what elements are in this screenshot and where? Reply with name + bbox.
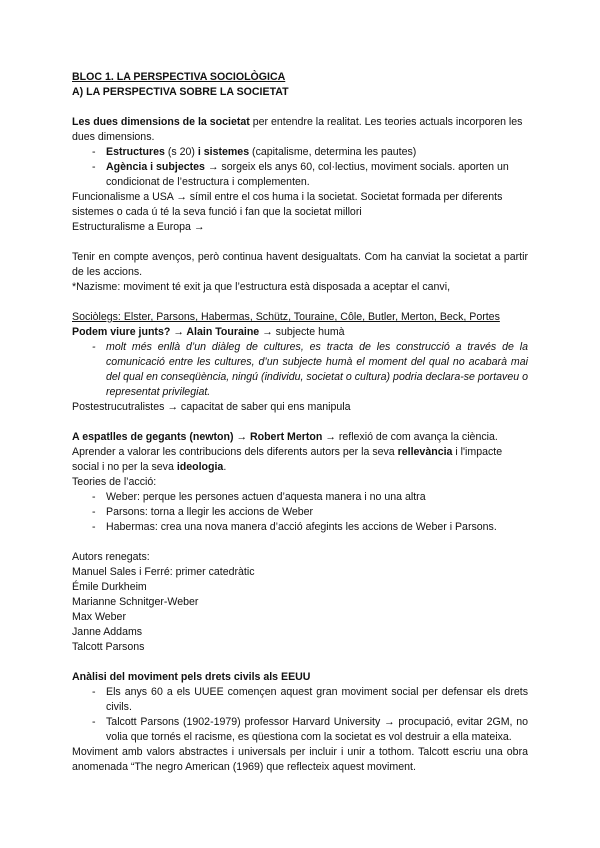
list-item: - Els anys 60 a els UUEE començen aquest gran moviment social per defensar els drets civils. bbox=[92, 685, 528, 715]
item-mid: (s 20) bbox=[164, 146, 198, 158]
list-item: - Weber: perque les persones actuen d’aquesta manera i no una altra bbox=[92, 490, 528, 505]
dimensions-lead-rest: per entendre la realitat. Les teories actuals incorporen les dues dimensions. bbox=[72, 116, 523, 143]
merton-bold1: rellevància bbox=[397, 446, 453, 458]
merton-bold: A espatlles de gegants (newton) → Robert Merton bbox=[72, 431, 323, 443]
sociolegs-line: Sociòlegs: Elster, Parsons, Habermas, Schütz, Touraine, Côle, Butler, Merton, Beck, Portes bbox=[72, 311, 500, 323]
list-item bbox=[92, 145, 528, 160]
dimensions-lead: Les dues dimensions de la societat bbox=[72, 116, 250, 128]
autor-name: Max Weber bbox=[72, 611, 126, 623]
item-rest: sorgeix els anys 60, col·lectius, moviment socials. aporten un condicionat de l’estructura i complementen. bbox=[106, 161, 509, 188]
estructuralisme-text: Estructuralisme a Europa → bbox=[72, 221, 205, 233]
merton-text-a: Aprender a valorar les contribucions dels diferents autors per la seva bbox=[72, 446, 398, 458]
postestructuralistes-text: Postestrucutralistes → capacitat de saber qui ens manipula bbox=[72, 401, 351, 413]
drets-list bbox=[72, 685, 528, 745]
item-bold: Estructures bbox=[106, 146, 165, 158]
touraine-quote: - molt més enllà d’un diàleg de cultures, es tracta de les construcció a través de la comunicació entre les cultures, d’un subjecte humà el moment del qual no acabarà mai del qual en conseqüència, ningú (individu, societat o cultura) podria declara-se portaveu o representat privilegiat. bbox=[92, 340, 528, 400]
touraine-bold: Podem viure junts? → Alain Touraine bbox=[72, 326, 260, 338]
teories-label: Teories de l’acció: bbox=[72, 476, 157, 488]
document-page bbox=[72, 70, 528, 775]
avencos-text: Tenir en compte avenços, però continua havent desigualtats. Com ha canviat la societat a partir de les accions. bbox=[72, 251, 528, 278]
autor-name: Janne Addams bbox=[72, 626, 143, 638]
nazisme-text: *Nazisme: moviment té exit ja que l’estructura està disposada a aceptar el canvi, bbox=[72, 281, 451, 293]
teories-list bbox=[72, 490, 528, 535]
touraine-quote-list bbox=[72, 340, 528, 400]
section-a-heading: A) LA PERSPECTIVA SOBRE LA SOCIETAT bbox=[72, 86, 289, 98]
merton-line bbox=[72, 430, 528, 445]
autor-name: Talcott Parsons bbox=[72, 641, 145, 653]
item-mid: → bbox=[204, 161, 222, 173]
funcionalisme-text: Funcionalisme a USA → símil entre el cos huma i la societat. Societat formada per diferents sistemes o cada ú té la seva funció i fan que la societat millori bbox=[72, 191, 503, 218]
autor-name: Marianne Schnitger-Weber bbox=[72, 596, 199, 608]
touraine-line bbox=[72, 325, 528, 340]
autor-name: Manuel Sales i Ferré: primer catedràtic bbox=[72, 566, 255, 578]
dimensions-paragraph bbox=[72, 115, 528, 145]
drets-title: Anàlisi del moviment pels drets civils als EEUU bbox=[72, 671, 311, 683]
list-item bbox=[92, 160, 528, 190]
touraine-rest: → subjecte humà bbox=[259, 326, 345, 338]
bloc-heading: BLOC 1. LA PERSPECTIVA SOCIOLÒGICA bbox=[72, 71, 286, 83]
item-bold: Agència i subjectes bbox=[106, 161, 205, 173]
item-rest: (capitalisme, determina les pautes) bbox=[249, 146, 417, 158]
merton-text-c: . bbox=[223, 461, 227, 473]
list-item: - Parsons: torna a llegir les accions de Weber bbox=[92, 505, 528, 520]
list-item: - Habermas: crea una nova manera d’acció afegints les accions de Weber i Parsons. bbox=[92, 520, 528, 535]
drets-closing: Moviment amb valors abstractes i universals per incluir i unir a tothom. Talcott escriu una obra anomenada “The negro American (1969) que reflecteix aquest moviment. bbox=[72, 746, 528, 773]
autor-name: Émile Durkheim bbox=[72, 581, 147, 593]
merton-paragraph bbox=[72, 445, 528, 475]
merton-rest: → reflexió de com avança la ciència. bbox=[322, 431, 498, 443]
dimensions-list bbox=[72, 145, 528, 190]
merton-text-b: i l'impacte social i no per la seva bbox=[72, 446, 503, 473]
item-bold2: i sistemes bbox=[197, 146, 250, 158]
list-item: - Talcott Parsons (1902-1979) professor Harvard University → procupació, evitar 2GM, no volia que tornés el racisme, es qüestiona com la societat es vol destruir a ella mateixa. bbox=[92, 715, 528, 745]
merton-bold2: ideologia bbox=[176, 461, 224, 473]
autors-label: Autors renegats: bbox=[72, 551, 150, 563]
